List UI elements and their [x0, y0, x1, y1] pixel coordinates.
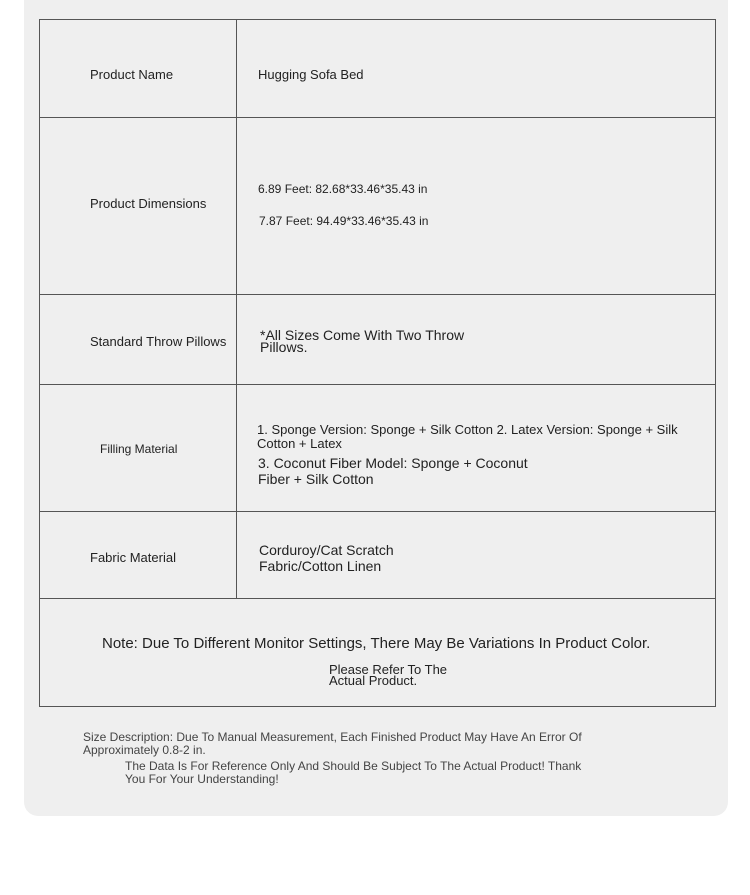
label-cell — [40, 20, 237, 117]
label-cell — [40, 385, 237, 511]
color-variation-note: Note: Due To Different Monitor Settings, There May Be Variations In Product Color. — [102, 635, 651, 652]
label-cell — [40, 118, 237, 294]
size-description: Size Description: Due To Manual Measurement, Each Finished Product May Have An Error Of Approximately 0.8-2 in. — [83, 730, 582, 757]
dimension-value-1: 6.89 Feet: 82.68*33.46*35.43 in — [258, 182, 428, 196]
spec-table — [39, 19, 716, 707]
table-row-product-dimensions — [40, 118, 715, 295]
table-row-filling-material — [40, 385, 715, 512]
row-label: Product Name — [90, 67, 174, 82]
row-label: Fabric Material — [90, 550, 176, 565]
row-label: Standard Throw Pillows — [90, 334, 227, 349]
reference-disclaimer: The Data Is For Reference Only And Should Be Subject To The Actual Product! Thank You For Your Understanding! — [125, 759, 582, 786]
label-cell — [40, 295, 237, 384]
fabric-value: Corduroy/Cat Scratch Fabric/Cotton Linen — [259, 542, 394, 574]
label-cell — [40, 512, 237, 598]
row-label: Product Dimensions — [90, 196, 207, 211]
filling-value-2: 3. Coconut Fiber Model: Sponge + Coconut Fiber + Silk Cotton — [258, 455, 528, 487]
table-row-product-name — [40, 20, 715, 118]
table-row-throw-pillows — [40, 295, 715, 385]
table-row-fabric-material — [40, 512, 715, 599]
product-name-value: Hugging Sofa Bed — [258, 67, 364, 82]
table-row-note — [40, 599, 715, 706]
throw-pillows-value: *All Sizes Come With Two Throw Pillows. — [260, 327, 465, 355]
dimension-value-2: 7.87 Feet: 94.49*33.46*35.43 in — [259, 214, 429, 228]
refer-actual-product-note: Please Refer To The Actual Product. — [329, 662, 448, 688]
filling-value-1: 1. Sponge Version: Sponge + Silk Cotton 2. Latex Version: Sponge + Silk Cotton + Latex — [257, 422, 678, 451]
row-label: Filling Material — [100, 442, 178, 456]
